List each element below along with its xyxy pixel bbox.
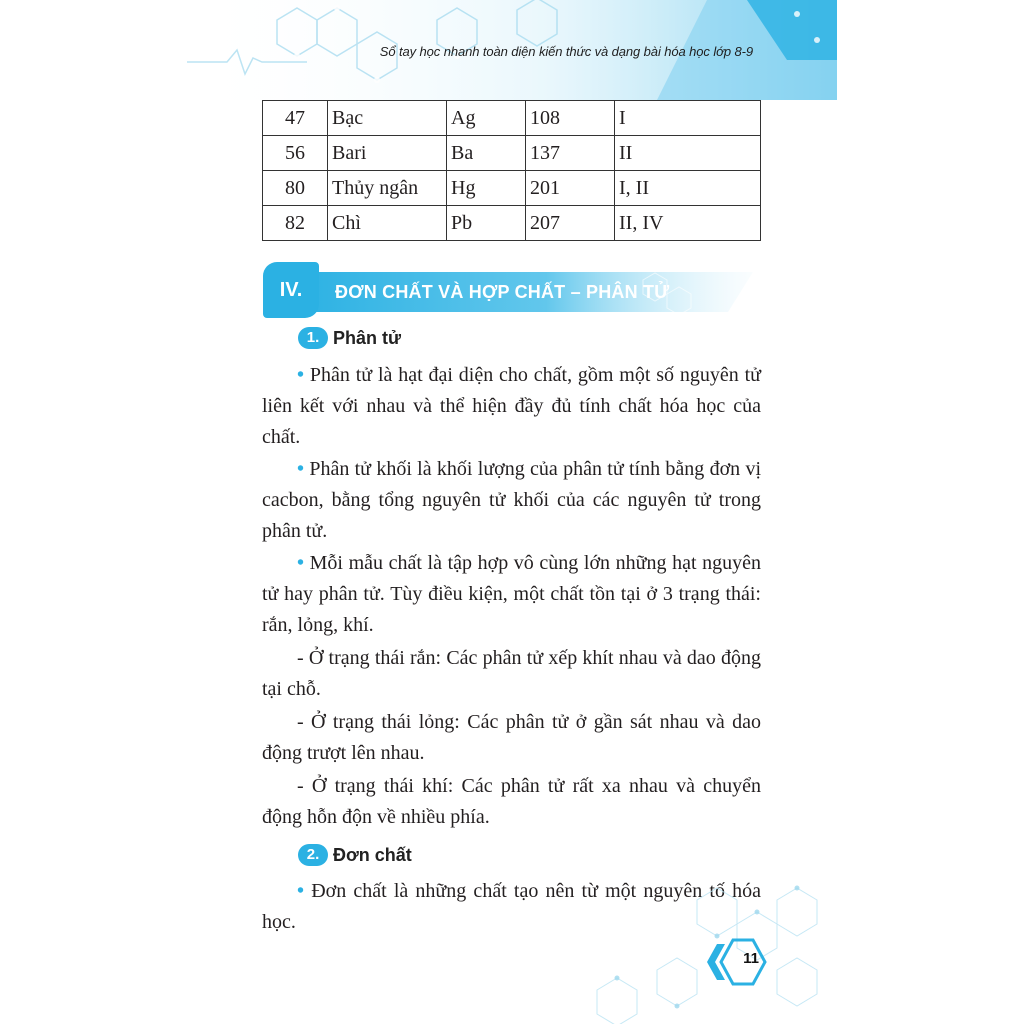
- atomic-mass: 108: [526, 101, 615, 136]
- paragraph: [262, 360, 761, 453]
- paragraph-text: Đơn chất là những chất tạo nên từ một nguyên tố hóa học.: [262, 880, 762, 933]
- subsection-heading-molecule: [298, 328, 401, 350]
- section-numeral: IV.: [263, 262, 319, 318]
- element-name: Thủy ngân: [328, 171, 447, 206]
- valence: I, II: [615, 171, 761, 206]
- subsection-number-badge: 1.: [298, 327, 328, 349]
- paragraph-text: Mỗi mẫu chất là tập hợp vô cùng lớn những hạt nguyên tử hay phân tử. Tùy điều kiện, một chất tồn tại ở 3 trạng thái: rắn, lỏng, khí.: [262, 552, 762, 636]
- valence: II, IV: [615, 206, 761, 241]
- element-name: Chì: [328, 206, 447, 241]
- subsection-title: Đơn chất: [333, 845, 412, 865]
- atomic-number: 82: [263, 206, 328, 241]
- paragraph: - Ở trạng thái rắn: Các phân tử xếp khít nhau và dao động tại chỗ.: [262, 647, 761, 700]
- page-number: 11: [743, 950, 759, 967]
- element-table: [262, 100, 761, 241]
- atomic-mass: 207: [526, 206, 615, 241]
- footer-hexagon-decoration: [547, 880, 837, 1024]
- element-symbol: Pb: [447, 206, 526, 241]
- element-name: Bari: [328, 136, 447, 171]
- element-symbol: Ba: [447, 136, 526, 171]
- bullet: •: [297, 552, 305, 574]
- table-row: [263, 136, 761, 171]
- element-name: Bạc: [328, 101, 447, 136]
- atomic-number: 47: [263, 101, 328, 136]
- paragraph: - Ở trạng thái lỏng: Các phân tử ở gần sát nhau và dao động trượt lên nhau.: [262, 711, 761, 764]
- paragraph-text: Phân tử khối là khối lượng của phân tử tính bằng đơn vị cacbon, bằng tổng nguyên tử khối của các nguyên tử trong phân tử.: [262, 458, 762, 542]
- atomic-mass: 201: [526, 171, 615, 206]
- atomic-number: 80: [263, 171, 328, 206]
- element-symbol: Hg: [447, 171, 526, 206]
- paragraph: [262, 454, 761, 547]
- valence: I: [615, 101, 761, 136]
- subsection-title: Phân tử: [333, 328, 402, 348]
- bullet: •: [297, 364, 305, 386]
- valence: II: [615, 136, 761, 171]
- table-row: [263, 171, 761, 206]
- table-row: [263, 101, 761, 136]
- book-page: [187, 0, 837, 1024]
- paragraph: - Ở trạng thái khí: Các phân tử rất xa nhau và chuyển động hỗn độn về nhiều phía.: [262, 775, 761, 828]
- subsection-heading-element: [298, 845, 412, 867]
- atomic-mass: 137: [526, 136, 615, 171]
- section-title: ĐƠN CHẤT VÀ HỢP CHẤT – PHÂN TỬ: [335, 282, 670, 302]
- running-title: Sổ tay học nhanh toàn diện kiến thức và dạng bài hóa học lớp 8-9: [379, 44, 753, 59]
- paragraph: [262, 548, 761, 641]
- bullet: •: [297, 880, 305, 902]
- subsection-number-badge: 2.: [298, 844, 328, 866]
- atomic-number: 56: [263, 136, 328, 171]
- table-row: [263, 206, 761, 241]
- element-symbol: Ag: [447, 101, 526, 136]
- bullet: •: [297, 458, 305, 480]
- paragraph-text: Phân tử là hạt đại diện cho chất, gồm một số nguyên tử liên kết với nhau và thể hiện đầy đủ tính chất hóa học của chất.: [262, 364, 762, 448]
